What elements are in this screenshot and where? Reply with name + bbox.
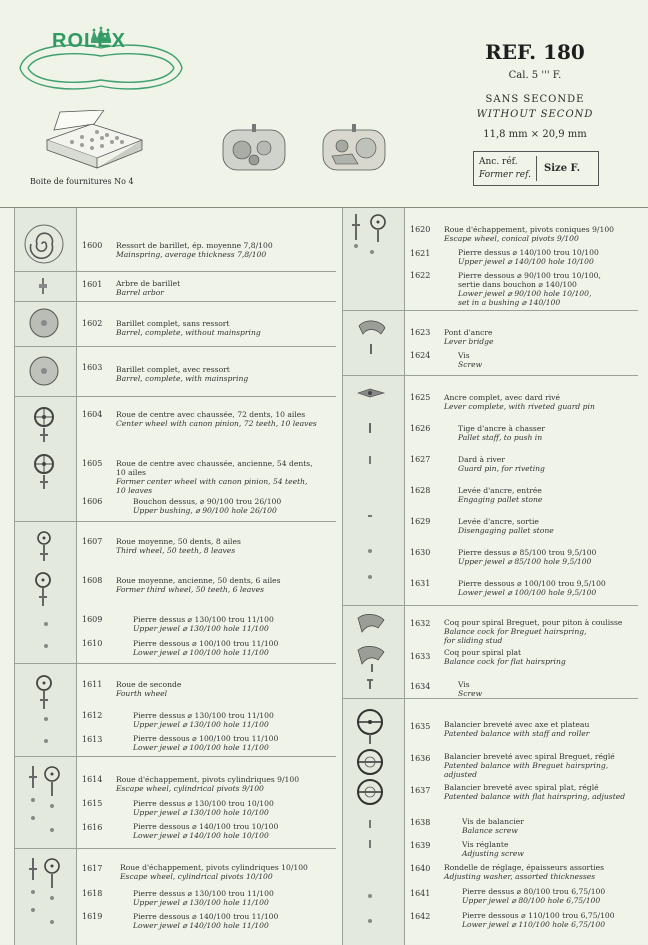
part-number: 1602 [82,319,103,328]
part-name-en: Upper jewel ⌀ 130/100 hole 10/100 [133,808,269,817]
part-number: 1620 [410,225,431,234]
jewel-icon [367,574,373,580]
part-name-en: Balance cock for flat hairspring [444,657,566,666]
part-name-en: Lower jewel ⌀ 140/100 hole 10/100 [133,831,269,840]
part-name-en: Escape wheel, cylindrical pivots 9/100 [116,784,264,793]
lever-bridge-icon [357,316,387,356]
part-name-en: Escape wheel, cylindrical pivots 10/100 [120,872,273,881]
part-name-en: Fourth wheel [116,689,168,698]
part-name-fr: Vis réglante [462,840,509,849]
part-name-en-cont: adjusted [444,770,477,779]
part-number: 1609 [82,615,103,624]
escape-wheel-icon [24,764,66,836]
part-name-fr: Pierre dessous ⌀ 100/100 trou 11/100 [133,639,279,648]
parts-box-illustration [42,110,147,170]
part-name-fr: Vis [458,351,470,360]
part-name-en: Upper jewel ⌀ 85/100 hole 9,5/100 [458,557,592,566]
part-name-fr: Roue moyenne, ancienne, 50 dents, 6 ailes [116,576,281,585]
part-number: 1616 [82,823,103,832]
part-name-fr: Pierre dessus ⌀ 85/100 trou 9,5/100 [458,548,597,557]
part-number: 1629 [410,517,431,526]
part-number: 1636 [410,754,431,763]
part-number: 1600 [82,241,103,250]
part-name-fr: Pierre dessous ⌀ 110/100 trou 6,75/100 [462,911,615,920]
caliber-label: Cal. 5 ''' F. [508,70,562,81]
jewel-icon [43,643,49,649]
part-number: 1634 [410,682,431,691]
box-caption: Boite de fournitures No 4 [30,177,134,186]
part-number: 1642 [410,912,431,921]
part-name-en: Patented balance with staff and roller [444,729,590,738]
mainspring-icon [20,222,68,266]
part-name-fr: Levée d'ancre, sortie [458,517,539,526]
part-number: 1623 [410,328,431,337]
part-number: 1624 [410,351,431,360]
part-name-fr: Pierre dessus ⌀ 130/100 trou 11/100 [133,615,274,624]
part-name-fr: Roue de centre avec chaussée, ancienne, 54 dents, [116,459,313,468]
part-name-en: Barrel arbor [116,288,164,297]
part-name-fr: Roue d'échappement, pivots cylindriques 10/100 [120,863,308,872]
part-name-en: Third wheel, 50 teeth, 8 leaves [116,546,236,555]
part-number: 1610 [82,639,103,648]
brand-wordmark: ROLEX [52,30,126,52]
part-number: 1615 [82,799,103,808]
part-name-en: Barrel, complete, without mainspring [116,328,261,337]
balance-cock-flat-icon [356,642,386,672]
part-name-en: Upper bushing, ⌀ 90/100 hole 26/100 [133,506,277,515]
part-name-en: Upper jewel ⌀ 140/100 hole 10/100 [458,257,594,266]
part-name-en-cont: set in a bushing ⌀ 140/100 [458,298,561,307]
part-name-fr: Pierre dessus ⌀ 130/100 trou 10/100 [133,799,274,808]
part-name-fr: Vis [458,680,470,689]
part-name-en: Screw [458,689,483,698]
jewel-icon [367,918,373,924]
part-number: 1614 [82,775,103,784]
movement-bridge-side-illustration [322,124,386,172]
part-number: 1630 [410,548,431,557]
part-name-fr: Pont d'ancre [444,328,493,337]
part-name-fr: Pierre dessus ⌀ 130/100 trou 11/100 [133,711,274,720]
part-number: 1603 [82,363,103,372]
barrel-icon [28,307,60,339]
part-number: 1612 [82,711,103,720]
part-name-en: Disengaging pallet stone [458,526,554,535]
pallet-staff-icon [368,423,372,433]
part-number: 1601 [82,280,103,289]
part-number: 1627 [410,455,431,464]
part-name-en: Upper jewel ⌀ 130/100 hole 11/100 [133,624,269,633]
part-number: 1613 [82,735,103,744]
part-name-fr: Coq pour spiral Breguet, pour piton à coulisse [444,618,623,627]
part-name-en: Upper jewel ⌀ 130/100 hole 11/100 [133,720,269,729]
balance-breguet-icon [356,748,384,776]
part-name-fr: Balancier breveté avec spiral plat, réglé [444,783,599,792]
part-name-fr: Roue de centre avec chaussée, 72 dents, 10 ailes [116,410,306,419]
part-name-fr: Roue d'échappement, pivots coniques 9/100 [444,225,614,234]
part-name-en: Balance cock for Breguet hairspring, [444,627,587,636]
part-name-fr: Pierre dessous ⌀ 90/100 trou 10/100, [458,271,601,280]
part-name-en: Patented balance with flat hairspring, adjusted [444,792,626,801]
part-name-fr: Ressort de barillet, ép. moyenne 7,8/100 [116,241,273,250]
size-label: Size F. [544,163,581,174]
barrel-with-spring-icon [28,355,60,387]
former-ref-label: Former ref. [479,170,531,180]
adjusting-screw-icon [368,840,372,848]
jewel-icon [43,716,49,722]
part-number: 1628 [410,486,431,495]
part-number: 1632 [410,619,431,628]
part-number: 1607 [82,537,103,546]
center-wheel-icon [32,406,56,442]
part-number: 1626 [410,424,431,433]
part-name-en: Lower jewel ⌀ 110/100 hole 6,75/100 [462,920,606,929]
part-name-fr: Arbre de barillet [116,279,181,288]
jewel-icon [43,621,49,627]
part-name-en-cont: 10 leaves [116,486,153,495]
parts-table [0,207,648,945]
part-name-en: Lower jewel ⌀ 100/100 hole 11/100 [133,648,269,657]
barrel-arbor-icon [38,278,48,294]
part-name-en: Guard pin, for riveting [458,464,545,473]
guard-pin-icon [368,456,372,464]
third-wheel-icon [36,531,52,561]
part-name-fr: Dard à river [458,455,505,464]
part-number: 1604 [82,410,103,419]
part-number: 1637 [410,786,431,795]
part-number: 1635 [410,722,431,731]
part-name-en: Adjusting screw [462,849,524,858]
without-second-label: WITHOUT SECOND [476,109,594,120]
part-name-en: Lever bridge [444,337,494,346]
part-name-fr-cont: 10 ailes [116,468,146,477]
part-name-fr: Barillet complet, sans ressort [116,319,230,328]
part-name-fr: Pierre dessous ⌀ 100/100 trou 9,5/100 [458,579,606,588]
part-number: 1611 [82,680,103,689]
part-name-fr: Pierre dessus ⌀ 130/100 trou 11/100 [133,889,274,898]
part-name-fr: Balancier breveté avec spiral Breguet, réglé [444,752,615,761]
escape-wheel-icon [24,856,66,928]
part-number: 1633 [410,652,431,661]
part-name-en: Center wheel with canon pinion, 72 teeth, 10 leaves [116,419,317,428]
part-number: 1640 [410,864,431,873]
part-name-en: Pallet staff, to push in [458,433,543,442]
part-number: 1617 [82,864,103,873]
part-number: 1608 [82,576,103,585]
part-number: 1631 [410,579,431,588]
dimensions-label: 11,8 mm × 20,9 mm [483,129,587,140]
balance-wheel-icon [356,708,384,744]
part-name-en: Barrel, complete, with mainspring [116,374,249,383]
part-name-fr: Pierre dessus ⌀ 80/100 trou 6,75/100 [462,887,606,896]
part-number: 1639 [410,841,431,850]
part-name-fr: Roue d'échappement, pivots cylindriques 9/100 [116,775,300,784]
part-name-en: Escape wheel, conical pivots 9/100 [444,234,579,243]
sans-seconde-label: SANS SECONDE [485,94,585,105]
anc-ref-label: Anc. réf. [479,157,518,167]
balance-cock-breguet-icon [356,612,386,638]
jewel-icon [43,738,49,744]
pallet-stone-icon [367,513,373,519]
box-divider [536,156,537,181]
part-name-fr: Vis de balancier [462,817,524,826]
balance-flat-icon [356,778,384,806]
part-name-fr: Coq pour spiral plat [444,648,522,657]
part-name-fr: Barillet complet, avec ressort [116,365,230,374]
part-name-en: Former third wheel, 50 teeth, 6 leaves [116,585,264,594]
part-name-en: Lower jewel ⌀ 140/100 hole 11/100 [133,921,269,930]
part-number: 1619 [82,912,103,921]
part-name-en: Lower jewel ⌀ 100/100 hole 9,5/100 [458,588,597,597]
part-number: 1641 [410,889,431,898]
part-name-en: Upper jewel ⌀ 80/100 hole 6,75/100 [462,896,601,905]
part-name-en: Former center wheel with canon pinion, 54 teeth, [116,477,308,486]
reference-box [473,151,599,186]
part-name-fr: Pierre dessous ⌀ 100/100 trou 11/100 [133,734,279,743]
part-number: 1638 [410,818,431,827]
reference-title: REF. 180 [485,40,585,64]
part-name-en: Adjusting washer, assorted thicknesses [444,872,596,881]
part-number: 1622 [410,271,431,280]
escape-wheel-conical-icon [346,212,398,258]
part-number: 1606 [82,497,103,506]
jewel-icon [367,893,373,899]
part-name-fr: Balancier breveté avec axe et plateau [444,720,590,729]
part-name-en: Lower jewel ⌀ 90/100 hole 10/100, [458,289,592,298]
former-center-wheel-icon [32,453,56,489]
part-name-en-cont: for sliding stud [444,636,503,645]
part-name-en: Engaging pallet stone [458,495,543,504]
part-name-fr: Pierre dessous ⌀ 140/100 trou 11/100 [133,912,279,921]
part-name-fr: Ancre complet, avec dard rivé [444,393,560,402]
part-number: 1605 [82,459,103,468]
jewel-icon [367,548,373,554]
part-name-fr: Pierre dessous ⌀ 140/100 trou 10/100 [133,822,279,831]
part-name-fr: Roue moyenne, 50 dents, 8 ailes [116,537,241,546]
part-name-en: Patented balance with Breguet hairspring, [444,761,609,770]
part-name-en: Screw [458,360,483,369]
part-name-fr: Rondelle de réglage, épaisseurs assorties [444,863,605,872]
part-number: 1618 [82,889,103,898]
part-name-en: Balance screw [462,826,518,835]
part-name-fr: Bouchon dessus, ⌀ 90/100 trou 26/100 [133,497,282,506]
fourth-wheel-icon [35,675,53,709]
movement-dial-side-illustration [222,124,286,172]
lever-icon [356,383,386,403]
part-number: 1621 [410,249,431,258]
part-name-fr: Tige d'ancre à chasser [458,424,545,433]
part-name-fr: Roue de seconde [116,680,182,689]
part-number: 1625 [410,393,431,402]
part-name-fr: Levée d'ancre, entrée [458,486,542,495]
part-name-en: Lower jewel ⌀ 100/100 hole 11/100 [133,743,269,752]
former-third-wheel-icon [34,572,52,606]
part-name-fr: Pierre dessus ⌀ 140/100 trou 10/100 [458,248,599,257]
screw-icon [367,679,373,689]
part-name-en: Mainspring, average thickness 7,8/100 [116,250,267,259]
part-name-fr-cont: sertie dans bouchon ⌀ 140/100 [458,280,577,289]
part-name-en: Lever complete, with riveted guard pin [444,402,595,411]
part-name-en: Upper jewel ⌀ 130/100 hole 11/100 [133,898,269,907]
balance-screw-icon [368,820,372,828]
